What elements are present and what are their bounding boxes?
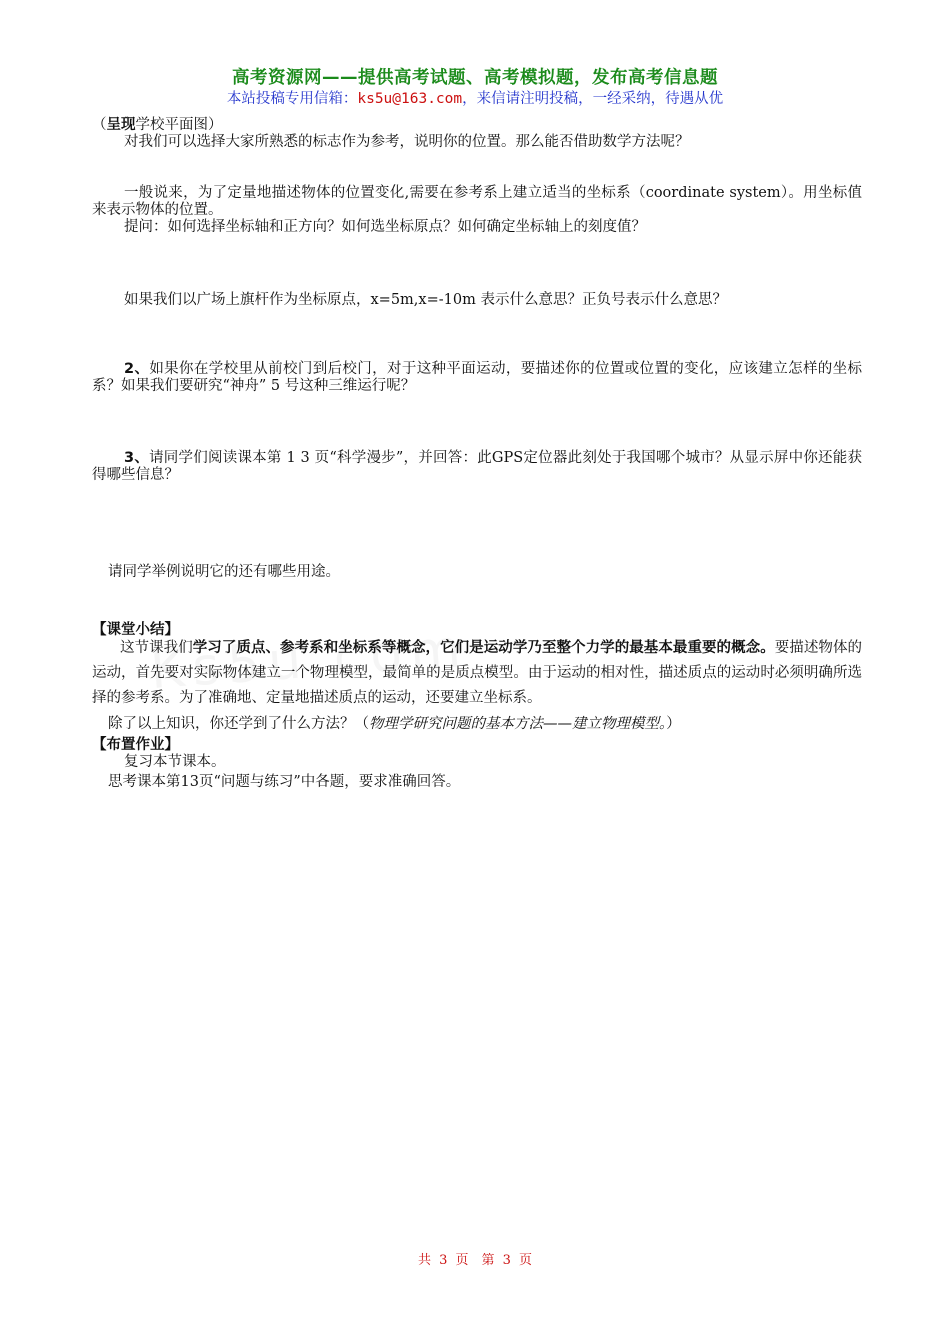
- present-map-line: （呈现学校平面图）: [92, 117, 223, 133]
- reference-paragraph: 对我们可以选择大家所熟悉的标志作为参考，说明你的位置。那么能否借助数学方法呢？: [124, 134, 690, 150]
- homework-heading: 【布置作业】: [92, 737, 179, 753]
- coordinate-system-paragraph: 一般说来，为了定量地描述物体的位置变化,需要在参考系上建立适当的坐标系（coordinate system）。用坐标值来表示物体的位置。: [92, 185, 862, 218]
- header-submission-line: [0, 87, 950, 108]
- method-answer: 物理学研究问题的基本方法——建立物理模型。: [369, 716, 667, 732]
- flagpole-paragraph: 如果我们以广场上旗杆作为坐标原点，x=5m,x=-10m 表示什么意思？正负号表示什么意思？: [124, 292, 727, 308]
- submission-email-link[interactable]: ks5u@163.com: [357, 91, 463, 107]
- question-3-number: 3、: [124, 450, 150, 466]
- submission-suffix: ，来信请注明投稿，一经采纳，待遇从优: [462, 91, 724, 107]
- question-3-paragraph: 3、请同学们阅读课本第 1 3 页“科学漫步”，并回答：此GPS定位器此刻处于我国哪个城市？从显示屏中你还能获得哪些信息？: [92, 450, 863, 483]
- submission-prefix: 本站投稿专用信箱：: [226, 91, 358, 107]
- question-2-paragraph: 2、如果你在学校里从前校门到后校门，对于这种平面运动，要描述你的位置或位置的变化，应该建立怎样的坐标系？如果我们要研究“神舟” 5 号这种三维运行呢？: [92, 361, 863, 394]
- method-question-line: 除了以上知识，你还学到了什么方法？（物理学研究问题的基本方法——建立物理模型。）: [108, 716, 681, 732]
- page-footer: 共 3 页 第 3 页: [417, 1253, 533, 1268]
- question-paragraph: 提问：如何选择坐标轴和正方向？如何选坐标原点？如何确定坐标轴上的刻度值？: [124, 219, 646, 235]
- summary-bold-text: 学习了质点、参考系和坐标系等概念，它们是运动学乃至整个力学的最基本最重要的概念。: [192, 640, 775, 656]
- homework-item-1: 复习本节课本。: [124, 754, 226, 770]
- present-bold: 呈现: [106, 117, 136, 133]
- summary-heading: 【课堂小结】: [92, 622, 179, 638]
- question-2-number: 2、: [124, 361, 150, 377]
- header-title: 高考资源网——提供高考试题、高考模拟题，发布高考信息题: [232, 68, 718, 88]
- uses-paragraph: 请同学举例说明它的还有哪些用途。: [108, 564, 340, 580]
- summary-paragraph: 这节课我们学习了质点、参考系和坐标系等概念，它们是运动学乃至整个力学的最基本最重要的概念。要描述物体的运动，首先要对实际物体建立一个物理模型，最简单的是质点模型。由于运动的相对性，描述质点的运动时必须明确所选择的参考系。为了准确地、定量地描述质点的运动，还要建立坐标系。: [92, 640, 862, 706]
- homework-item-2: 思考课本第13页“问题与练习”中各题，要求准确回答。: [108, 774, 461, 790]
